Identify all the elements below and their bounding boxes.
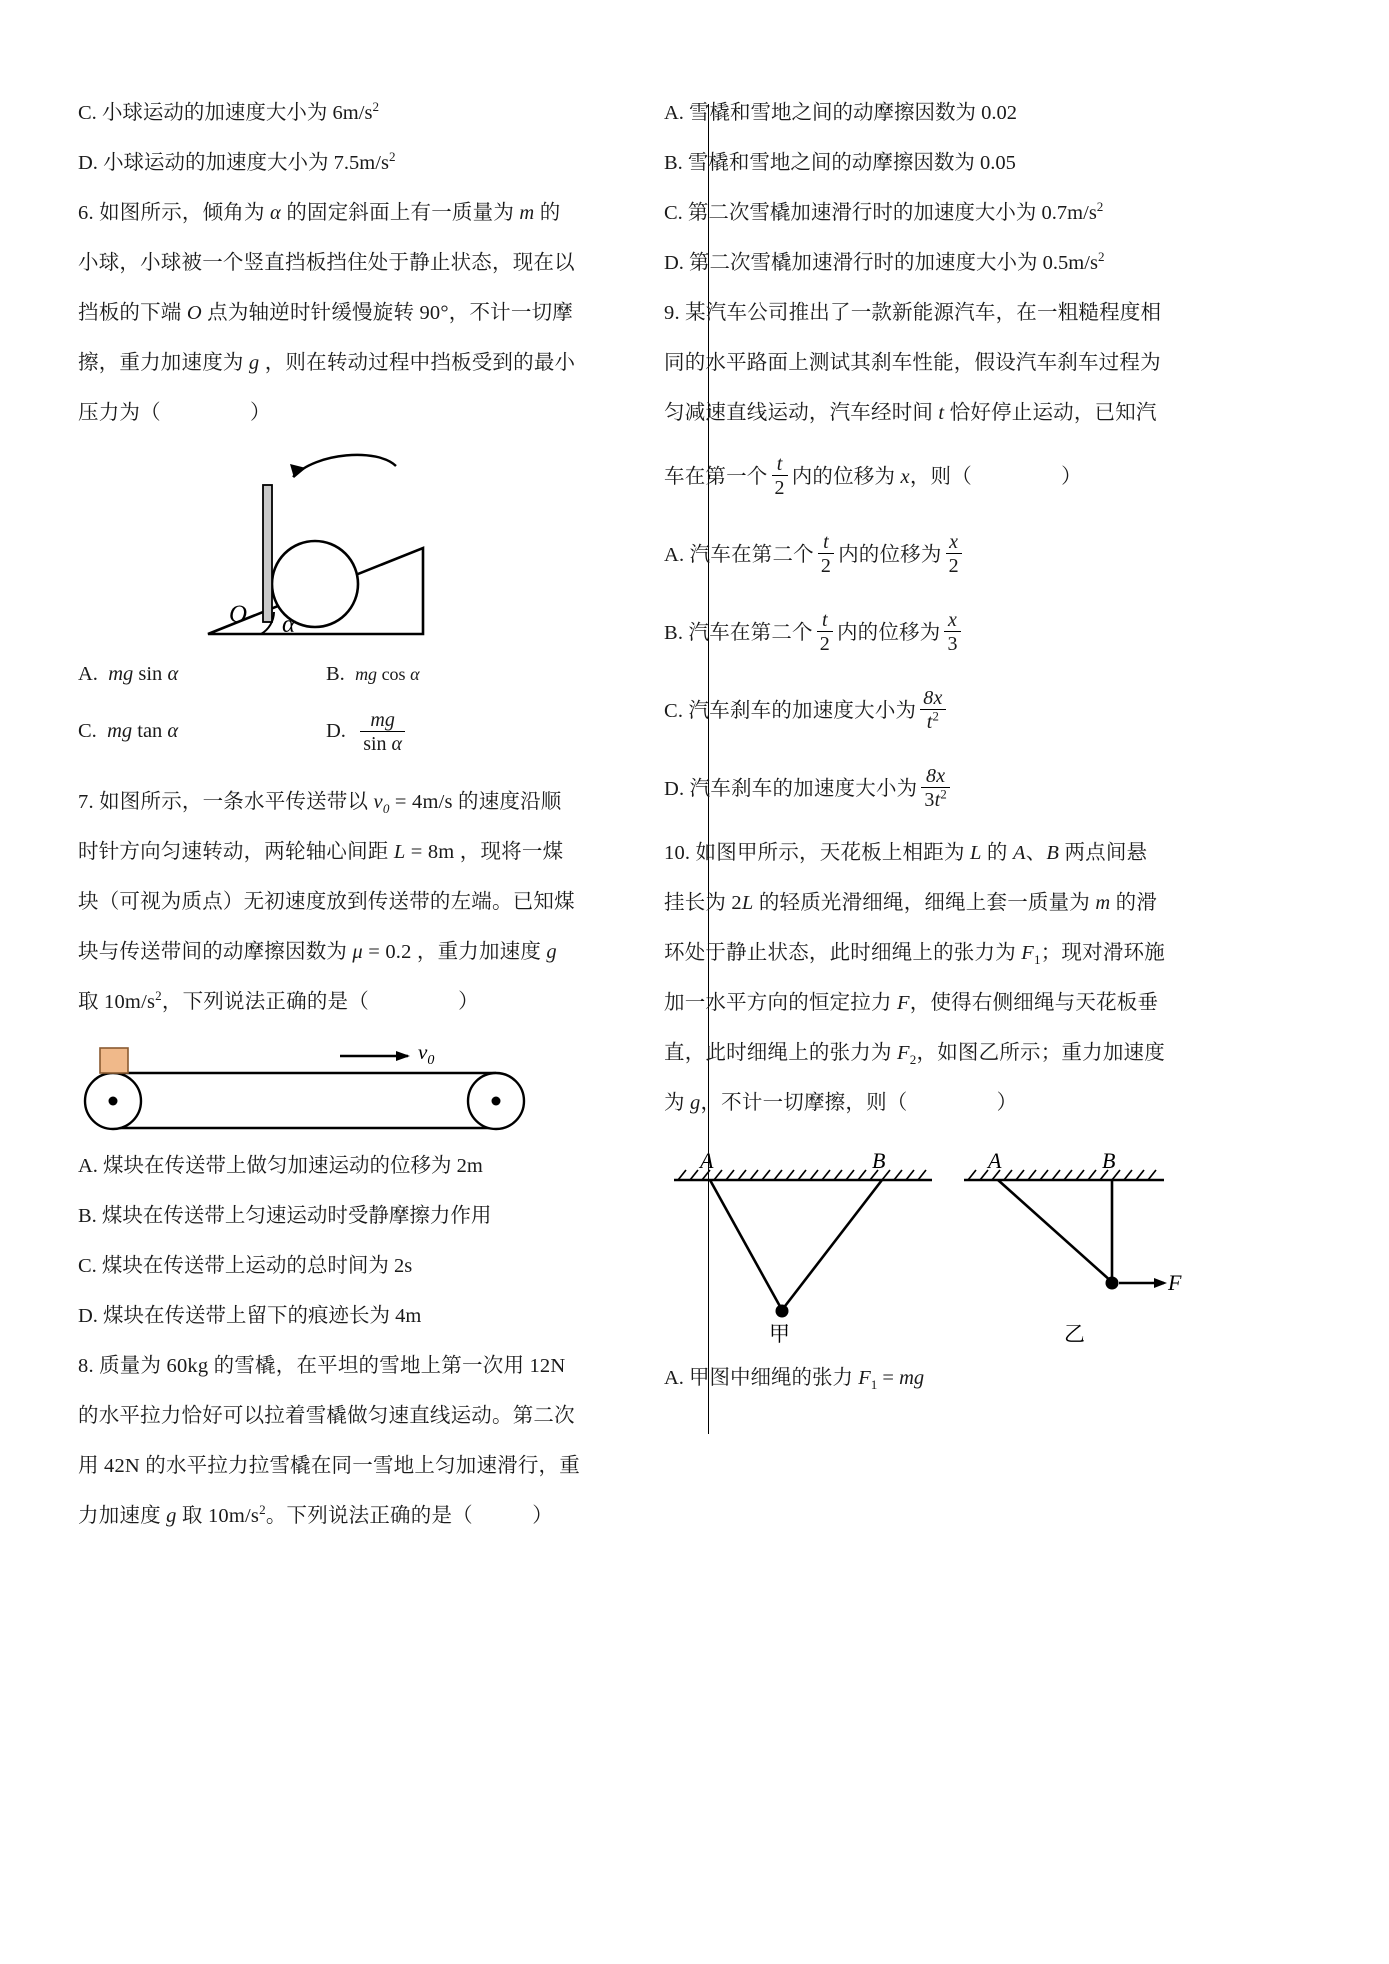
q6-option-a: A. mg sin α [78,663,179,685]
q8-line-2: 的水平拉力恰好可以拉着雪橇做匀速直线运动。第二次 [78,1405,575,1427]
q8-option-b: B. 雪橇和雪地之间的动摩擦因数为 0.05 [664,152,1016,174]
jia-ring [776,1305,789,1318]
q9-line-1: 9. 某汽车公司推出了一款新能源汽车，在一粗糙程度相 [664,302,1162,324]
right-column [604,88,1184,1428]
q8-option-d: D. 第二次雪橇加速滑行时的加速度大小为 $0.5m/s^2$ [664,249,1105,274]
q10-line-4: 加一水平方向的恒定拉力 F，使得右侧细绳与天花板垂 [664,992,1159,1014]
q5-option-d-label: D. [78,152,98,174]
q5-option-c-text: 小球运动的加速度大小为 $6m/s^2$ [101,99,379,124]
two-column-body [78,88,1316,1527]
q10-line-1: 10. 如图甲所示，天花板上相距为 L 的 A、B 两点间悬 [664,842,1148,864]
jia-label-B: B [872,1148,886,1173]
q5-option-d [78,138,578,188]
q7-line-1: 7. 如图所示，一条水平传送带以 $v_0 = 4m/s$ 的速度沿顺 [78,791,562,817]
q9-option-c: C. 汽车刹车的加速度大小为 $\frac{8x}{t^2}$ [664,672,1184,750]
yi-rope-left [998,1180,1112,1282]
q8-option-a: A. 雪橇和雪地之间的动摩擦因数为 0.02 [664,102,1018,124]
q9-option-d: D. 汽车刹车的加速度大小为 $\frac{8x}{3t^2}$ [664,750,1184,828]
q8-line-4: 力加速度 g 取 $10m/s^2$。下列说法正确的是（ ） [78,1502,553,1527]
velocity-label: $v_0$ [418,1040,435,1068]
q7-line-5: 取 $10m/s^2$，下列说法正确的是（ ） [78,988,479,1013]
yi-force-arrow-head [1154,1278,1167,1288]
q9-stem-frac-den: 2 [774,476,785,499]
q7-line-2: 时针方向匀速转动，两轮轴心间距 L = 8m ，现将一煤 [78,841,564,863]
q8-line-1: 8. 质量为 60kg 的雪橇，在平坦的雪地上第一次用 12N [78,1355,566,1377]
jia-caption: 甲 [769,1322,790,1346]
left-column [78,88,604,1527]
q7-option-b: B. 煤块在传送带上匀速运动时受静摩擦力作用 [78,1205,492,1227]
jia-label-A: A [700,1148,714,1173]
q7-option-a: A. 煤块在传送带上做匀加速运动的位移为 2m [78,1155,483,1177]
q10-option-a: A. 甲图中细绳的张力 $F_1$ = mg [664,1367,925,1393]
q9-option-b: B. 汽车在第二个 $\frac{t}{2}$ 内的位移为 $\frac{x}{3}$ [664,594,1184,672]
q7-line-4: 块与传送带间的动摩擦因数为 μ = 0.2 ，重力加速度 g [78,941,557,963]
q9-line-4: 车在第一个 $\frac{t}{2}$ 内的位移为 x，则（ ） [664,452,1082,499]
q9-line-3: 匀减速直线运动，汽车经时间 t 恰好停止运动，已知汽 [664,402,1157,424]
q6-line-1: 6. 如图所示，倾角为 α 的固定斜面上有一质量为 m 的 [78,202,561,224]
q5-option-c-label: C. [78,102,97,124]
yi-ring [1106,1277,1119,1290]
left-pulley-axle [109,1097,118,1106]
q6-options-row-2 [78,699,578,763]
q6-option-d: D. $\frac{mg}{\text{sin α}}$ [326,699,409,763]
figure-yi [964,1148,1182,1346]
figure-jia [674,1148,932,1346]
right-pulley-axle [492,1097,501,1106]
q10-figures [664,1132,1184,1347]
q6-option-d-numerator: mg [360,709,405,732]
q7-option-c: C. 煤块在传送带上运动的总时间为 2s [78,1255,413,1277]
q6-line-4: 擦，重力加速度为 g ，则在转动过程中挡板受到的最小 [78,352,576,374]
q10-line-2: 挂长为 2L 的轻质光滑细绳，细绳上套一质量为 m 的滑 [664,892,1158,914]
q6-line-5: 压力为（ ） [78,402,271,424]
q6-figure-inclined-plane [78,444,578,649]
jia-rope-right [782,1180,882,1310]
q9-stem-frac-num: t [772,453,788,476]
q6-option-c: C. mg tan α [78,720,179,742]
q7-line-3: 块（可视为质点）无初速度放到传送带的左端。已知煤 [78,891,575,913]
q6-options-row-1 [78,649,578,699]
yi-label-A: A [988,1148,1002,1173]
label-O: O [229,601,248,628]
yi-label-B: B [1102,1148,1116,1173]
q6-option-d-denominator: sin α [363,732,403,755]
velocity-arrow-head [396,1051,410,1061]
yi-label-F: F [1168,1270,1182,1295]
label-alpha: α [282,611,296,638]
jia-rope-left [710,1180,782,1310]
q8-option-c: C. 第二次雪橇加速滑行时的加速度大小为 $0.7m/s^2$ [664,199,1104,224]
q6-line-2: 小球，小球被一个竖直挡板挡住处于静止状态，现在以 [78,252,575,274]
q7-option-d: D. 煤块在传送带上留下的痕迹长为 4m [78,1305,422,1327]
vertical-board [263,485,272,622]
jia-ceiling-hatching [678,1170,926,1180]
q9-line-2: 同的水平路面上测试其刹车性能，假设汽车刹车过程为 [664,352,1161,374]
q7-figure-conveyor-belt [78,1031,578,1141]
q6-line-3: 挡板的下端 O 点为轴逆时针缓慢旋转 90°，不计一切摩 [78,302,573,324]
q8-line-3: 用 42N 的水平拉力拉雪橇在同一雪地上匀加速滑行，重 [78,1455,580,1477]
q5-option-d-text: 小球运动的加速度大小为 $7.5m/s^2$ [103,149,396,174]
q9-option-a: A. 汽车在第二个 $\frac{t}{2}$ 内的位移为 $\frac{x}{2}$ [664,516,1184,594]
rotation-arrow-curve [293,455,396,477]
q10-line-5: 直，此时细绳上的张力为 $F_2$，如图乙所示；重力加速度 [664,1042,1165,1068]
q10-line-6: 为 g，不计一切摩擦，则（ ） [664,1092,1018,1114]
yi-caption: 乙 [1064,1322,1085,1346]
q10-line-3: 环处于静止状态，此时细绳上的张力为 $F_1$；现对滑环施 [664,942,1165,968]
q6-option-b: B. mg cos α [326,663,420,685]
q5-option-c [78,88,578,138]
coal-block [100,1048,128,1073]
